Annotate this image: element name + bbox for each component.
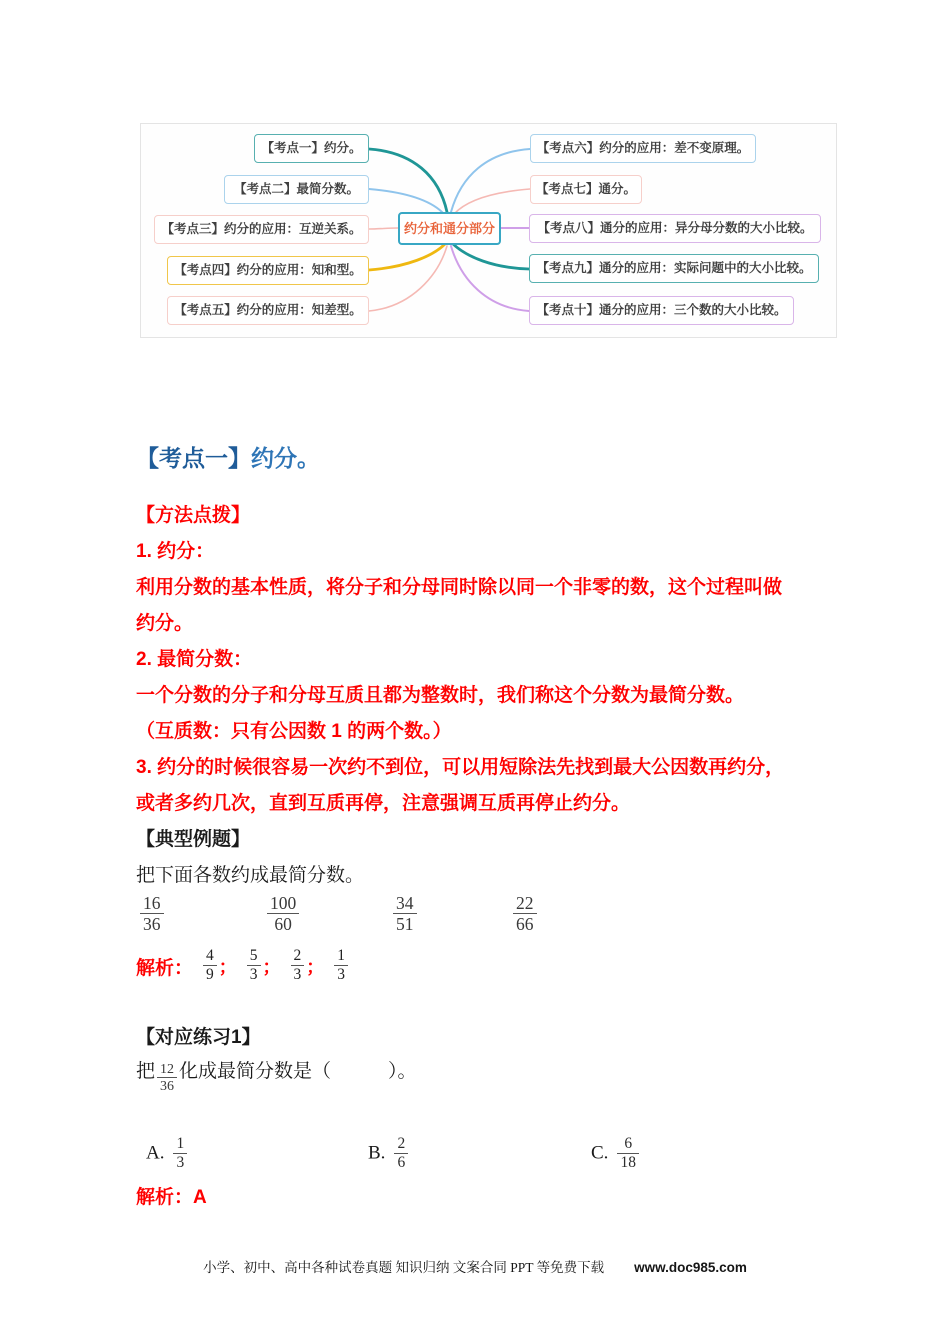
heading-rest-text: 约分。 bbox=[251, 445, 320, 471]
fraction bbox=[203, 948, 217, 985]
question-suffix: 化成最简分数是（ ）。 bbox=[179, 1061, 417, 1082]
mindmap-node-kaodian1: 【考点一】约分。 bbox=[254, 134, 369, 163]
method-line: 或者多约几次，直到互质再停，注意强调互质再停止约分。 bbox=[136, 793, 631, 814]
mindmap-node-kaodian6: 【考点六】约分的应用：差不变原理。 bbox=[530, 134, 756, 163]
fraction bbox=[247, 948, 261, 985]
fraction bbox=[157, 1062, 177, 1095]
fraction-denominator: 18 bbox=[617, 1153, 639, 1173]
mindmap-node-kaodian9: 【考点九】通分的应用：实际问题中的大小比较。 bbox=[529, 254, 819, 283]
method-line: 约分。 bbox=[136, 613, 194, 634]
fraction bbox=[513, 894, 537, 935]
practice-title: 【对应练习1】 bbox=[136, 1027, 261, 1048]
fraction bbox=[334, 948, 348, 985]
section-heading bbox=[136, 444, 828, 472]
method-line: 利用分数的基本性质，将分子和分母同时除以同一个非零的数，这个过程叫做 bbox=[136, 577, 783, 598]
fraction bbox=[173, 1136, 187, 1173]
separator: ； bbox=[306, 957, 325, 978]
mindmap-node-kaodian8: 【考点八】通分的应用：异分母分数的大小比较。 bbox=[529, 214, 821, 243]
example-fractions-row bbox=[136, 894, 828, 942]
mindmap-node-kaodian4: 【考点四】约分的应用：知和型。 bbox=[167, 256, 369, 285]
fraction-numerator: 22 bbox=[516, 893, 534, 913]
option-key: C. bbox=[591, 1142, 609, 1164]
fraction-denominator: 51 bbox=[393, 913, 417, 935]
mindmap-node-kaodian7: 【考点七】通分。 bbox=[530, 175, 642, 204]
mindmap-node-kaodian5: 【考点五】约分的应用：知差型。 bbox=[167, 296, 369, 325]
method-line: 一个分数的分子和分母互质且都为整数时，我们称这个分数为最简分数。 bbox=[136, 685, 745, 706]
mindmap-node-kaodian10: 【考点十】通分的应用：三个数的大小比较。 bbox=[529, 296, 794, 325]
example-title: 【典型例题】 bbox=[136, 829, 251, 850]
fraction-denominator: 66 bbox=[513, 913, 537, 935]
fraction-numerator: 16 bbox=[143, 893, 161, 913]
fraction-numerator: 12 bbox=[160, 1061, 175, 1077]
fraction-denominator: 60 bbox=[267, 913, 299, 935]
answer-value: A bbox=[193, 1187, 207, 1208]
option-c bbox=[591, 1136, 639, 1173]
answer-label: 解析： bbox=[136, 1187, 194, 1208]
method-line: （互质数：只有公因数 1 的两个数。） bbox=[136, 721, 452, 742]
fraction-denominator: 6 bbox=[394, 1153, 408, 1173]
fraction-denominator: 36 bbox=[140, 913, 164, 935]
practice-options-row bbox=[136, 1132, 828, 1180]
fraction-numerator: 1 bbox=[337, 947, 346, 964]
option-key: A. bbox=[146, 1142, 165, 1164]
fraction-denominator: 3 bbox=[334, 965, 348, 985]
method-line: 1. 约分： bbox=[136, 541, 215, 562]
fraction-denominator: 3 bbox=[173, 1153, 187, 1173]
practice-question bbox=[136, 1056, 828, 1100]
fraction-numerator: 34 bbox=[396, 893, 414, 913]
fraction-numerator: 6 bbox=[624, 1135, 633, 1152]
fraction-numerator: 2 bbox=[293, 947, 302, 964]
fraction-denominator: 3 bbox=[247, 965, 261, 985]
footer-text: 小学、初中、高中各种试卷真题 知识归纳 文案合同 PPT 等免费下载 bbox=[203, 1260, 605, 1275]
fraction bbox=[140, 894, 164, 935]
separator: ； bbox=[218, 957, 237, 978]
fraction-numerator: 1 bbox=[176, 1135, 185, 1152]
fraction bbox=[267, 894, 299, 935]
document-content bbox=[136, 444, 828, 1210]
page-footer bbox=[0, 1256, 950, 1276]
method-title: 【方法点拨】 bbox=[136, 505, 251, 526]
separator: ； bbox=[262, 957, 281, 978]
fraction-denominator: 36 bbox=[157, 1077, 177, 1095]
example-prompt: 把下面各数约成最简分数。 bbox=[136, 865, 365, 886]
method-line: 2. 最简分数： bbox=[136, 649, 253, 670]
mindmap-center-node: 约分和通分部分 bbox=[398, 212, 501, 245]
practice-answer bbox=[136, 1186, 828, 1210]
method-line: 3. 约分的时候很容易一次约不到位，可以用短除法先找到最大公因数再约分， bbox=[136, 757, 785, 778]
answer-label: 解析： bbox=[136, 957, 194, 979]
fraction-numerator: 4 bbox=[206, 947, 214, 964]
fraction-numerator: 100 bbox=[270, 893, 297, 913]
question-prefix: 把 bbox=[136, 1061, 156, 1082]
fraction bbox=[393, 894, 417, 935]
option-b bbox=[368, 1136, 408, 1173]
footer-url: www.doc985.com bbox=[634, 1260, 747, 1275]
mindmap-figure bbox=[140, 123, 837, 338]
mindmap-node-kaodian2: 【考点二】最简分数。 bbox=[224, 175, 369, 204]
fraction-denominator: 9 bbox=[203, 965, 217, 985]
fraction-numerator: 5 bbox=[249, 947, 258, 964]
option-a bbox=[146, 1136, 187, 1173]
mindmap-node-kaodian3: 【考点三】约分的应用：互逆关系。 bbox=[154, 215, 369, 244]
heading-bracket-text: 【考点一】 bbox=[136, 445, 251, 471]
fraction bbox=[291, 948, 305, 985]
fraction-denominator: 3 bbox=[291, 965, 305, 985]
fraction-numerator: 2 bbox=[397, 1135, 406, 1152]
fraction bbox=[394, 1136, 408, 1173]
option-key: B. bbox=[368, 1142, 386, 1164]
example-answer-row bbox=[136, 948, 828, 988]
fraction bbox=[617, 1136, 639, 1173]
